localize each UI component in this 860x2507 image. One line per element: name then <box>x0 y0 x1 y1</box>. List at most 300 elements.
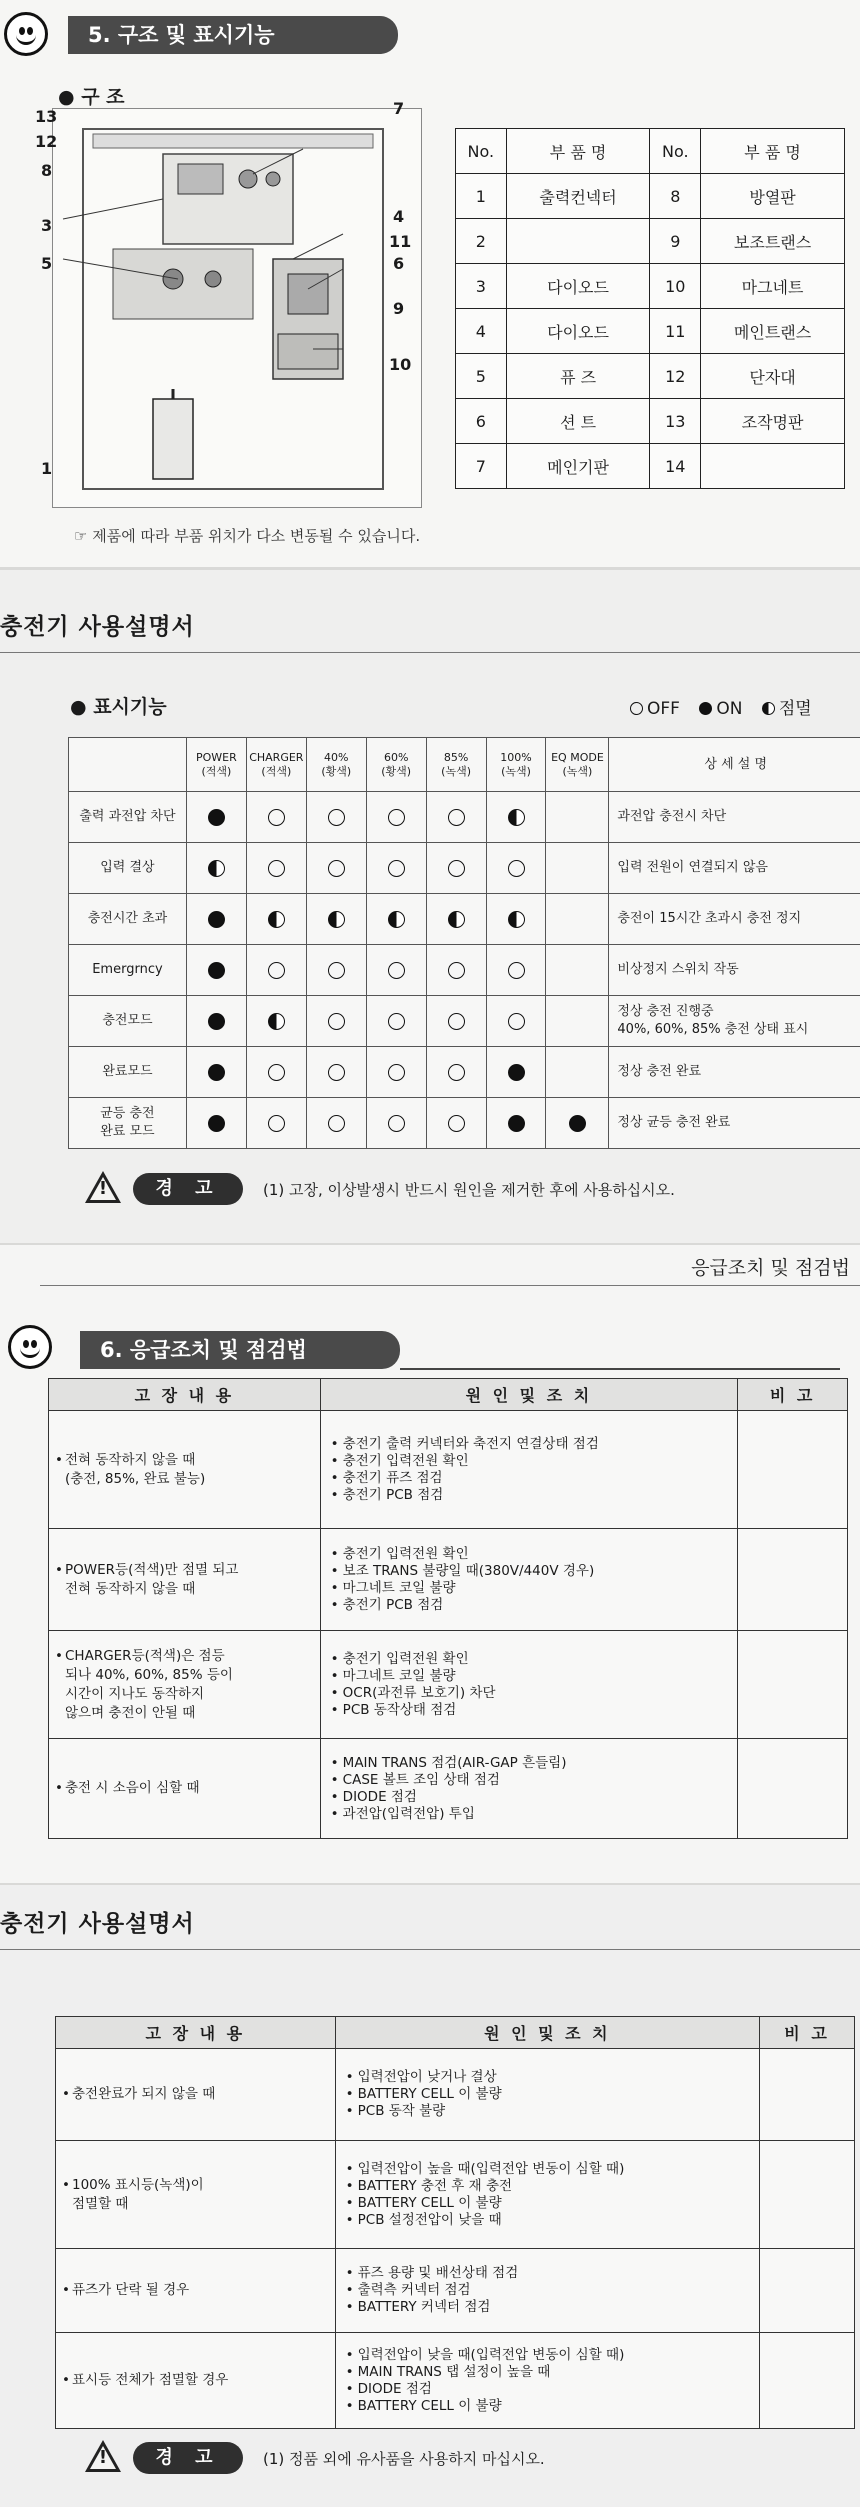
causes-list <box>336 2265 759 2316</box>
cause-item: • 충전기 출력 커넥터와 축전지 연결상태 점검 <box>343 1436 737 1453</box>
causes-list <box>321 1651 737 1719</box>
indicator-cell <box>306 945 366 996</box>
indicator-cell <box>426 894 486 945</box>
cause-item: • 입력전압이 낮을 때(입력전압 변동이 심할 때) <box>358 2347 759 2364</box>
symptom-text: 점멸할 때 <box>72 2195 129 2212</box>
callout-13: 13 <box>35 107 58 126</box>
trouble-header-cell: 고 장 내 용 <box>56 2017 336 2049</box>
cause-item: • 충전기 PCB 점검 <box>343 1487 737 1504</box>
callout-3: 3 <box>41 216 53 235</box>
structure-heading: ● 구 조 <box>58 86 125 108</box>
off-icon <box>268 809 285 826</box>
indicator-cell <box>426 1098 486 1149</box>
parts-cell: 6 <box>456 399 507 444</box>
indicator-cell <box>186 996 246 1047</box>
section-line <box>400 1368 840 1370</box>
off-icon <box>388 1013 405 1030</box>
off-icon <box>448 962 465 979</box>
note-cell <box>738 1411 848 1529</box>
symptom-line <box>65 1685 320 1704</box>
blink-icon <box>328 911 345 928</box>
indicator-cell <box>546 894 609 945</box>
symptom-line <box>65 1470 320 1489</box>
parts-cell: 9 <box>650 219 701 264</box>
cause-item: • 충전기 PCB 점검 <box>343 1597 737 1614</box>
row-desc-line: 정상 충전 완료 <box>617 1064 702 1079</box>
indicator-cell <box>306 843 366 894</box>
off-icon <box>630 702 643 715</box>
parts-note: ☞ 제품에 따라 부품 위치가 다소 변동될 수 있습니다. <box>74 527 421 545</box>
cause-item: • MAIN TRANS 탭 설정이 높을 때 <box>358 2364 759 2381</box>
row-desc <box>609 1098 860 1149</box>
blink-icon <box>448 911 465 928</box>
trouble-row <box>56 2141 855 2249</box>
parts-cell: 4 <box>456 309 507 354</box>
blink-icon <box>508 809 525 826</box>
indicator-cell <box>486 1047 546 1098</box>
callout-5: 5 <box>41 254 53 273</box>
row-desc-line: 입력 전원이 연결되지 않음 <box>617 860 768 875</box>
running-head-rule <box>40 1285 860 1286</box>
symptom-cell <box>49 1631 321 1739</box>
cause-item: • PCB 동작 불량 <box>358 2103 759 2120</box>
off-icon <box>328 1064 345 1081</box>
trouble-header-row <box>56 2017 855 2049</box>
legend-on <box>699 699 742 719</box>
note-cell <box>760 2141 855 2249</box>
indicator-cell <box>486 894 546 945</box>
parts-cell <box>506 219 650 264</box>
row-name-line: 출력 과전압 차단 <box>79 809 176 824</box>
note-cell <box>760 2049 855 2141</box>
display-row <box>69 792 860 843</box>
column-name: POWER <box>195 750 237 764</box>
callout-6: 6 <box>393 254 405 273</box>
symptom-line <box>65 1580 320 1599</box>
indicator-cell <box>486 945 546 996</box>
symptom-line: • POWER등(적색)만 점멸 되고 <box>55 1561 239 1578</box>
display-header-cell <box>426 738 486 792</box>
indicator-cell <box>366 996 426 1047</box>
symptom-cell <box>49 1411 321 1529</box>
parts-cell: 10 <box>650 264 701 309</box>
off-icon <box>508 1013 525 1030</box>
cause-item: • 충전기 퓨즈 점검 <box>343 1470 737 1487</box>
symptom-cell <box>56 2049 336 2141</box>
symptom-line: • 퓨즈가 단락 될 경우 <box>62 2282 190 2298</box>
trouble-header-row <box>49 1379 848 1411</box>
charger-internal-drawing <box>53 109 423 509</box>
on-icon <box>508 1064 525 1081</box>
off-icon <box>448 1064 465 1081</box>
cause-item: • BATTERY 충전 후 재 충전 <box>358 2178 759 2195</box>
warning-1: ! 경 고 (1) 고장, 이상발생시 반드시 원인을 제거한 후에 사용하십시오. <box>85 1171 805 1211</box>
indicator-cell <box>246 996 306 1047</box>
causes-cell <box>335 2333 759 2429</box>
cause-item: • 충전기 입력전원 확인 <box>343 1453 737 1470</box>
blink-icon <box>268 1013 285 1030</box>
off-icon <box>328 1013 345 1030</box>
parts-cell: 메인기판 <box>506 444 650 489</box>
parts-cell: 14 <box>650 444 701 489</box>
indicator-cell <box>306 792 366 843</box>
cause-item: • 보조 TRANS 불량일 때(380V/440V 경우) <box>343 1563 737 1580</box>
indicator-cell <box>246 945 306 996</box>
cause-item: • DIODE 점검 <box>358 2381 759 2398</box>
cause-item: • BATTERY CELL 이 불량 <box>358 2398 759 2415</box>
row-name <box>69 1047 187 1098</box>
cause-item: • DIODE 점검 <box>343 1789 737 1806</box>
parts-cell: 1 <box>456 174 507 219</box>
troubleshooting-table-2 <box>55 2016 855 2429</box>
parts-header-row <box>456 129 845 174</box>
indicator-cell <box>426 996 486 1047</box>
parts-cell: 7 <box>456 444 507 489</box>
callout-9: 9 <box>393 299 405 318</box>
row-name-line: Emergrncy <box>92 962 163 977</box>
row-name <box>69 945 187 996</box>
symptom-cell <box>56 2249 336 2333</box>
indicator-cell <box>306 996 366 1047</box>
column-color: (녹색) <box>441 764 472 778</box>
row-desc-line: 정상 충전 진행중 <box>617 1004 714 1019</box>
parts-row <box>456 174 845 219</box>
row-name-line: 입력 결상 <box>100 860 155 875</box>
symptom-text: 전혀 동작하지 않을 때 <box>65 1580 196 1597</box>
off-icon <box>268 1115 285 1132</box>
indicator-cell <box>546 996 609 1047</box>
trouble-header-cell: 비 고 <box>760 2017 855 2049</box>
warning-text: (1) 정품 외에 유사품을 사용하지 마십시오. <box>263 2450 545 2468</box>
off-icon <box>388 860 405 877</box>
column-name: 85% <box>443 750 469 764</box>
display-row <box>69 894 860 945</box>
symptom-text: 전혀 동작하지 않을 때 <box>65 1451 196 1468</box>
parts-cell: 보조트랜스 <box>701 219 845 264</box>
off-icon <box>328 809 345 826</box>
causes-list <box>321 1436 737 1504</box>
cause-item: • 마그네트 코일 불량 <box>343 1580 737 1597</box>
note-cell <box>738 1529 848 1631</box>
on-icon <box>508 1115 525 1132</box>
cause-item: • BATTERY CELL 이 불량 <box>358 2195 759 2212</box>
column-color: (적색) <box>201 764 232 778</box>
running-head: 응급조치 및 점검법 <box>691 1257 850 1279</box>
cause-item: • BATTERY CELL 이 불량 <box>358 2086 759 2103</box>
manual-title: 충전기 사용설명서 <box>0 1911 195 1937</box>
display-header-cell <box>486 738 546 792</box>
off-icon <box>268 860 285 877</box>
column-color: (녹색) <box>562 764 593 778</box>
indicator-cell <box>426 792 486 843</box>
callout-8: 8 <box>41 161 53 180</box>
note-cell <box>738 1739 848 1839</box>
row-desc-line: 충전이 15시간 초과시 충전 정지 <box>617 911 802 926</box>
row-desc <box>609 1047 860 1098</box>
on-icon <box>208 911 225 928</box>
display-row <box>69 996 860 1047</box>
symptom-text: 표시등 전체가 점멸할 경우 <box>72 2372 229 2388</box>
parts-cell: 메인트랜스 <box>701 309 845 354</box>
trouble-row <box>56 2049 855 2141</box>
parts-row <box>456 264 845 309</box>
indicator-cell <box>306 1098 366 1149</box>
on-icon <box>208 962 225 979</box>
legend-blink <box>762 699 812 719</box>
trouble-row <box>56 2249 855 2333</box>
display-row <box>69 945 860 996</box>
indicator-cell <box>366 792 426 843</box>
parts-header-cell: 부 품 명 <box>506 129 650 174</box>
indicator-cell <box>366 1047 426 1098</box>
causes-cell <box>320 1631 737 1739</box>
legend-off-label: OFF <box>647 699 680 719</box>
blink-icon <box>762 702 775 715</box>
symptom-line: • 충전완료가 되지 않을 때 <box>62 2086 216 2102</box>
off-icon <box>388 809 405 826</box>
parts-cell: 방열판 <box>701 174 845 219</box>
off-icon <box>388 1115 405 1132</box>
display-row <box>69 1098 860 1149</box>
blink-icon <box>208 860 225 877</box>
column-name: CHARGER <box>249 750 304 764</box>
symptom-text: 충전 시 소음이 심할 때 <box>65 1780 200 1796</box>
causes-list <box>336 2161 759 2229</box>
column-name: EQ MODE <box>551 750 604 764</box>
blink-icon <box>508 911 525 928</box>
parts-cell: 다이오드 <box>506 264 650 309</box>
parts-cell: 다이오드 <box>506 309 650 354</box>
smiley-icon <box>4 12 48 56</box>
symptom-line: • CHARGER등(적색)은 점등 <box>55 1647 225 1664</box>
indicator-cell <box>366 1098 426 1149</box>
warning-text: (1) 고장, 이상발생시 반드시 원인을 제거한 후에 사용하십시오. <box>263 1181 675 1199</box>
cause-item: • 퓨즈 용량 및 배선상태 점검 <box>358 2265 759 2282</box>
display-row <box>69 1047 860 1098</box>
indicator-cell <box>546 1098 609 1149</box>
row-name-line: 완료 모드 <box>100 1124 155 1139</box>
section-title: 6. 응급조치 및 점검법 <box>80 1331 400 1369</box>
display-header-blank <box>69 738 187 792</box>
trouble-row <box>49 1631 848 1739</box>
symptom-text: 되나 40%, 60%, 85% 등이 <box>65 1666 233 1683</box>
indicator-cell <box>186 894 246 945</box>
cause-item: • 충전기 입력전원 확인 <box>343 1546 737 1563</box>
display-header-row <box>69 738 860 792</box>
display-table <box>68 737 860 1149</box>
indicator-cell <box>546 843 609 894</box>
off-icon <box>268 1064 285 1081</box>
parts-row <box>456 444 845 489</box>
row-name-line: 균등 충전 <box>100 1106 155 1121</box>
symptom-cell <box>56 2333 336 2429</box>
row-desc-line: 정상 균등 충전 완료 <box>617 1115 731 1130</box>
row-desc <box>609 843 860 894</box>
legend-on-label: ON <box>716 699 743 719</box>
indicator-cell <box>546 945 609 996</box>
off-icon <box>508 860 525 877</box>
causes-list <box>321 1755 737 1823</box>
display-heading: ● 표시기능 <box>70 696 167 718</box>
symptom-line: • 100% 표시등(녹색)이 <box>62 2176 204 2193</box>
indicator-cell <box>246 1098 306 1149</box>
column-color: (황색) <box>321 764 352 778</box>
blink-icon <box>388 911 405 928</box>
parts-header-cell: No. <box>650 129 701 174</box>
causes-cell <box>335 2249 759 2333</box>
symptom-cell <box>49 1739 321 1839</box>
causes-cell <box>335 2141 759 2249</box>
symptom-line <box>72 2195 335 2214</box>
cause-item: • PCB 설정전압이 낮을 때 <box>358 2212 759 2229</box>
parts-cell: 단자대 <box>701 354 845 399</box>
trouble-header-cell: 원 인 및 조 치 <box>335 2017 759 2049</box>
column-name: 40% <box>324 750 349 764</box>
off-icon <box>508 962 525 979</box>
parts-cell: 11 <box>650 309 701 354</box>
symptom-text: 않으며 충전이 안될 때 <box>65 1704 196 1721</box>
parts-header-cell: 부 품 명 <box>701 129 845 174</box>
parts-cell: 8 <box>650 174 701 219</box>
desc-header: 상 세 설 명 <box>609 738 860 792</box>
parts-header-cell: No. <box>456 129 507 174</box>
indicator-cell <box>366 894 426 945</box>
smiley-icon <box>8 1325 52 1369</box>
display-header-cell <box>366 738 426 792</box>
parts-cell: 마그네트 <box>701 264 845 309</box>
callout-7: 7 <box>393 99 405 118</box>
cause-item: • 입력전압이 높을 때(입력전압 변동이 심할 때) <box>358 2161 759 2178</box>
symptom-line: • 전혀 동작하지 않을 때 <box>55 1451 196 1468</box>
symptom-text: 퓨즈가 단락 될 경우 <box>72 2282 190 2298</box>
column-name: 100% <box>500 750 532 764</box>
row-name <box>69 792 187 843</box>
parts-row <box>456 399 845 444</box>
parts-table <box>455 128 845 489</box>
parts-cell: 12 <box>650 354 701 399</box>
parts-cell: 퓨 즈 <box>506 354 650 399</box>
on-icon <box>208 809 225 826</box>
parts-row <box>456 309 845 354</box>
parts-row <box>456 219 845 264</box>
off-icon <box>448 1013 465 1030</box>
indicator-cell <box>246 1047 306 1098</box>
on-icon <box>208 1013 225 1030</box>
off-icon <box>268 962 285 979</box>
indicator-cell <box>426 843 486 894</box>
row-name-line: 충전시간 초과 <box>87 911 168 926</box>
column-name: 60% <box>383 750 409 764</box>
legend-off <box>630 699 680 719</box>
indicator-cell <box>366 843 426 894</box>
symptom-cell <box>49 1529 321 1631</box>
parts-cell: 5 <box>456 354 507 399</box>
indicator-cell <box>426 945 486 996</box>
trouble-header-cell: 원 인 및 조 치 <box>320 1379 737 1411</box>
callout-10: 10 <box>389 355 412 374</box>
symptom-text: 충전완료가 되지 않을 때 <box>72 2086 216 2102</box>
indicator-cell <box>246 894 306 945</box>
trouble-row <box>49 1529 848 1631</box>
callout-12: 12 <box>35 132 58 151</box>
row-name <box>69 894 187 945</box>
legend <box>630 694 826 719</box>
symptom-line <box>65 1704 320 1723</box>
indicator-cell <box>486 1098 546 1149</box>
symptom-cell <box>56 2141 336 2249</box>
cause-item: • BATTERY 커넥터 점검 <box>358 2299 759 2316</box>
title-rule <box>0 1949 860 1950</box>
warning-label: 경 고 <box>133 2442 243 2474</box>
trouble-row <box>56 2333 855 2429</box>
indicator-cell <box>186 843 246 894</box>
indicator-cell <box>306 894 366 945</box>
display-header-cell <box>546 738 609 792</box>
symptom-line: • 표시등 전체가 점멸할 경우 <box>62 2372 229 2388</box>
display-header-cell <box>246 738 306 792</box>
indicator-cell <box>246 843 306 894</box>
column-color: (녹색) <box>501 764 531 778</box>
callout-11: 11 <box>389 232 412 251</box>
off-icon <box>388 962 405 979</box>
causes-cell <box>320 1529 737 1631</box>
indicator-cell <box>186 792 246 843</box>
parts-row <box>456 354 845 399</box>
parts-cell: 션 트 <box>506 399 650 444</box>
parts-cell <box>701 444 845 489</box>
cause-item: • 입력전압이 낮거나 결상 <box>358 2069 759 2086</box>
parts-cell: 3 <box>456 264 507 309</box>
row-desc-line: 40%, 60%, 85% 충전 상태 표시 <box>617 1022 809 1037</box>
trouble-header-cell: 고 장 내 용 <box>49 1379 321 1411</box>
row-desc <box>609 945 860 996</box>
column-color: (적색) <box>261 764 292 778</box>
cause-item: • 충전기 입력전원 확인 <box>343 1651 737 1668</box>
callout-4: 4 <box>393 207 405 226</box>
trouble-row <box>49 1739 848 1839</box>
off-icon <box>328 1115 345 1132</box>
row-desc-line: 과전압 충전시 차단 <box>617 809 727 824</box>
indicator-cell <box>426 1047 486 1098</box>
indicator-cell <box>186 1047 246 1098</box>
display-header-cell <box>306 738 366 792</box>
title-rule <box>0 652 860 653</box>
off-icon <box>328 860 345 877</box>
cause-item: • 마그네트 코일 불량 <box>343 1668 737 1685</box>
structure-diagram <box>35 99 422 508</box>
causes-list <box>336 2069 759 2120</box>
symptom-text: 100% 표시등(녹색)이 <box>72 2176 204 2193</box>
indicator-cell <box>486 996 546 1047</box>
cause-item: • MAIN TRANS 점검(AIR-GAP 흔들림) <box>343 1755 737 1772</box>
row-name <box>69 996 187 1047</box>
cause-item: • CASE 볼트 조임 상태 점검 <box>343 1772 737 1789</box>
causes-list <box>321 1546 737 1614</box>
row-desc <box>609 996 860 1047</box>
off-icon <box>388 1064 405 1081</box>
on-icon <box>208 1115 225 1132</box>
warning-label: 경 고 <box>133 1173 243 1205</box>
cause-item: • 과전압(입력전압) 투입 <box>343 1806 737 1823</box>
column-color: (황색) <box>381 764 412 778</box>
indicator-cell <box>186 945 246 996</box>
note-cell <box>738 1631 848 1739</box>
parts-cell: 13 <box>650 399 701 444</box>
note-cell <box>760 2249 855 2333</box>
symptom-line <box>65 1666 320 1685</box>
off-icon <box>328 962 345 979</box>
row-desc-line: 비상정지 스위치 작동 <box>617 962 739 977</box>
